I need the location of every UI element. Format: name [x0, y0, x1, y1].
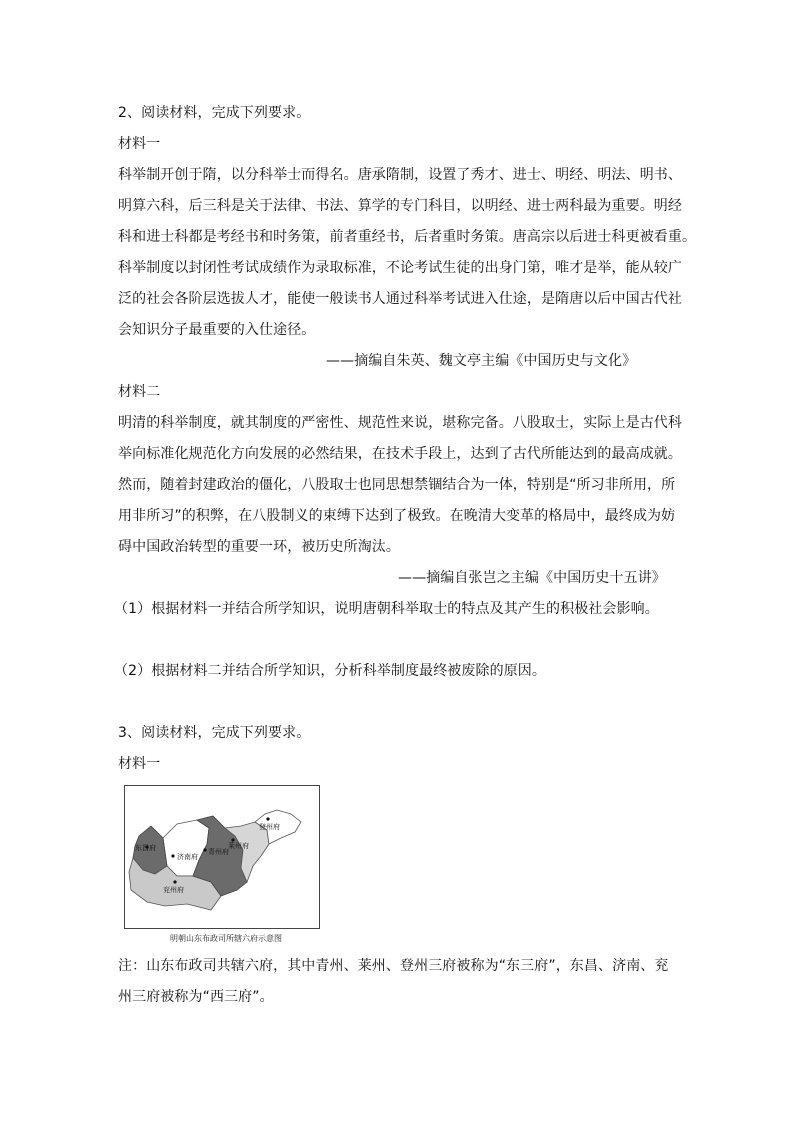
- q3-note-line: 州三府被称为“西三府”。: [118, 989, 274, 1005]
- q2-material-2-title: 材料二: [118, 384, 161, 400]
- q2-material-1-line: 科举制度以封闭性考试成绩作为录取标准，不论考试生徒的出身门第，唯才是举，能从较广: [118, 260, 682, 276]
- q2-material-1-line: 泛的社会各阶层选拔人才，能使一般读书人通过科举考试进入仕途，是隋唐以后中国古代社: [118, 291, 682, 307]
- q2-material-1-source: ——摘编自朱英、魏文亭主编《中国历史与文化》: [326, 353, 637, 369]
- q2-material-1-line: 会知识分子最重要的入仕途径。: [118, 322, 316, 338]
- question-2-heading: 2、阅读材料，完成下列要求。: [118, 105, 311, 121]
- q2-material-1-title: 材料一: [118, 136, 161, 152]
- question-3-heading: 3、阅读材料，完成下列要求。: [118, 725, 311, 741]
- dengzhou-city-dot: [266, 817, 269, 820]
- q2-material-1-line: 明算六科，后三科是关于法律、书法、算学的专门科目，以明经、进士两科最为重要。明经: [118, 198, 682, 214]
- q2-material-2-line: 举向标准化规范化方向发展的必然结果，在技术手段上，达到了古代所能达到的最高成就。: [118, 446, 682, 462]
- laizhou-label: 莱州府: [228, 842, 249, 850]
- qingzhou-label: 青州府: [208, 848, 229, 856]
- q2-material-2-source: ——摘编自张岂之主编《中国历史十五讲》: [398, 570, 666, 586]
- qingzhou-city-dot: [203, 848, 206, 851]
- dengzhou-label: 登州府: [259, 823, 280, 831]
- q2-sub-question-1: （1）根据材料一并结合所学知识，说明唐朝科举取士的特点及其产生的积极社会影响。: [114, 601, 659, 617]
- dongchang-label: 东昌府: [135, 844, 156, 852]
- map-graphic: [125, 786, 319, 928]
- q2-material-2-line: 碍中国政治转型的重要一环，被历史所淘汰。: [118, 539, 400, 555]
- q2-material-2-line: 明清的科举制度，就其制度的严密性、规范性来说，堪称完备。八股取士，实际上是古代科: [118, 415, 682, 431]
- q3-material-1-title: 材料一: [118, 756, 161, 772]
- q2-material-2-line: 然而，随着封建政治的僵化，八股取士也同思想禁锢结合为一体，特别是“所习非所用，所: [118, 477, 676, 493]
- shandong-six-prefectures-map: [124, 785, 320, 929]
- jinan-city-dot: [171, 854, 174, 857]
- q2-material-2-line: 用非所习”的积弊，在八股制义的束缚下达到了极致。在晚清大变革的格局中，最终成为妨: [118, 508, 676, 524]
- q3-note-line: 注：山东布政司共辖六府，其中青州、莱州、登州三府被称为“东三府”，东昌、济南、兖: [118, 958, 669, 974]
- yanzhou-city-dot: [173, 880, 176, 883]
- q2-sub-question-2: （2）根据材料二并结合所学知识，分析科举制度最终被废除的原因。: [114, 663, 547, 679]
- q2-material-1-line: 科举制开创于隋，以分科举士而得名。唐承隋制，设置了秀才、进士、明经、明法、明书、: [118, 167, 682, 183]
- jinan-label: 济南府: [177, 853, 198, 861]
- yanzhou-label: 兖州府: [163, 886, 184, 894]
- map-caption: 明朝山东布政司所辖六府示意图: [170, 934, 282, 943]
- q2-material-1-line: 科和进士科都是考经书和时务策，前者重经书，后者重时务策。唐高宗以后进士科更被看重。: [118, 229, 697, 245]
